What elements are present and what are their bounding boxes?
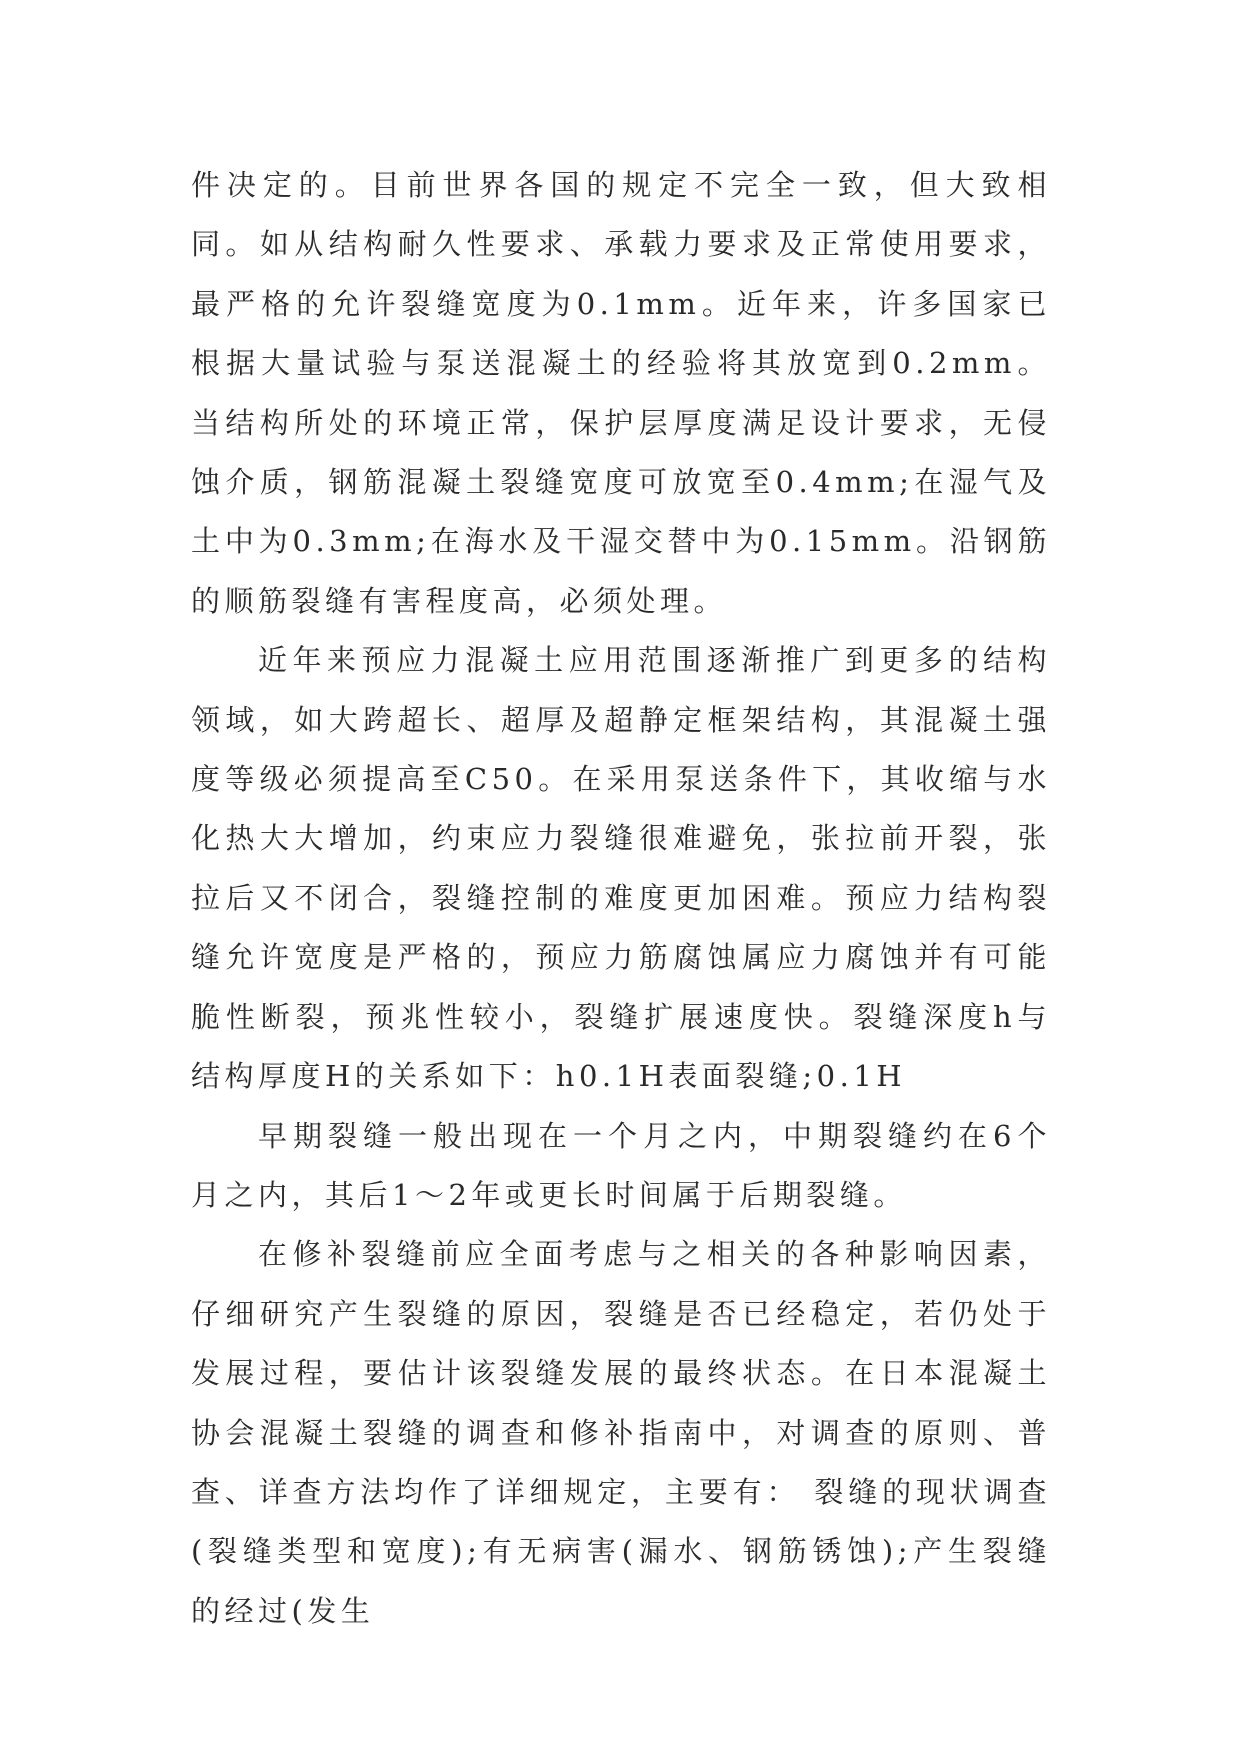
paragraph-crack-repair: 在修补裂缝前应全面考虑与之相关的各种影响因素，仔细研究产生裂缝的原因，裂缝是否已经稳定，若仍处于发展过程，要估计该裂缝发展的最终状态。在日本混凝土协会混凝土裂缝的调查和修补指南中，对调查的原则、普查、详查方法均作了详细规定，主要有： 裂缝的现状调查(裂缝类型和宽度);有无病害(漏水、钢筋锈蚀);产生裂缝的经过(发生 <box>191 1237 1051 1628</box>
paragraph-crack-timing: 早期裂缝一般出现在一个月之内，中期裂缝约在6个月之内，其后1～2年或更长时间属于后期裂缝。 <box>191 1118 1051 1212</box>
paragraph-prestressed-concrete: 近年来预应力混凝土应用范围逐渐推广到更多的结构领域，如大跨超长、超厚及超静定框架结构，其混凝土强度等级必须提高至C50。在采用泵送条件下，其收缩与水化热大大增加，约束应力裂缝很难避免，张拉前开裂，张拉后又不闭合，裂缝控制的难度更加困难。预应力结构裂缝允许宽度是严格的，预应力筋腐蚀属应力腐蚀并有可能脆性断裂，预兆性较小，裂缝扩展速度快。裂缝深度h与结构厚度H的关系如下：h0.1H表面裂缝;0.1H <box>191 643 1051 1094</box>
paragraph-crack-width-standards: 件决定的。目前世界各国的规定不完全一致，但大致相同。如从结构耐久性要求、承载力要求及正常使用要求，最严格的允许裂缝宽度为0.1mm。近年来，许多国家已根据大量试验与泵送混凝土的经验将其放宽到0.2mm。当结构所处的环境正常，保护层厚度满足设计要求，无侵蚀介质，钢筋混凝土裂缝宽度可放宽至0.4mm;在湿气及土中为0.3mm;在海水及干湿交替中为0.15mm。沿钢筋的顺筋裂缝有害程度高，必须处理。 <box>191 168 1051 618</box>
document-body <box>191 156 1051 1641</box>
